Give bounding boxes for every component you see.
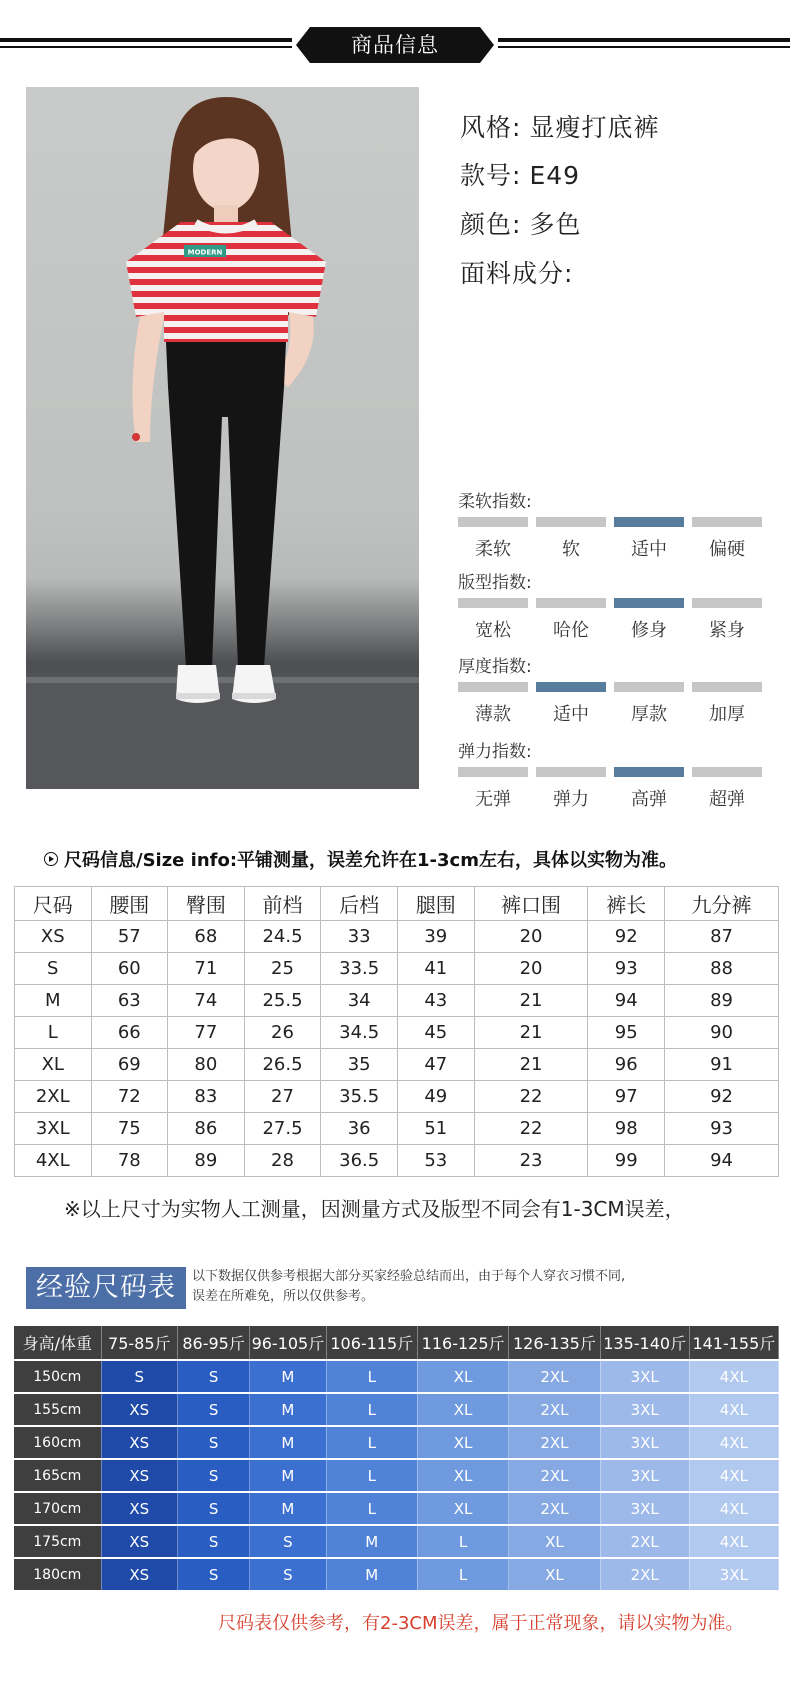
table-row xyxy=(14,1558,779,1591)
recommended-size-cell: M xyxy=(326,1558,417,1591)
recommended-size-cell: 4XL xyxy=(689,1492,778,1525)
experience-note: 尺码表仅供参考，有2-3CM误差，属于正常现象，请以实物为准。 xyxy=(218,1613,744,1634)
index-option: 加厚 xyxy=(709,704,745,725)
size-value-cell: 90 xyxy=(665,1017,779,1049)
index-option: 紧身 xyxy=(709,620,745,641)
size-value-cell: 75 xyxy=(91,1113,168,1145)
size-value-cell: 23 xyxy=(474,1145,588,1177)
height-row-header: 160cm xyxy=(14,1426,101,1459)
recommended-size-cell: 4XL xyxy=(689,1459,778,1492)
recommended-size-cell: 2XL xyxy=(509,1426,600,1459)
recommended-size-cell: 3XL xyxy=(600,1459,689,1492)
recommended-size-cell: XS xyxy=(101,1558,177,1591)
index-bar-selected xyxy=(614,767,684,777)
size-value-cell: 74 xyxy=(168,985,245,1017)
recommended-size-cell: S xyxy=(178,1492,250,1525)
index-bar xyxy=(692,682,762,692)
table-row xyxy=(14,1492,779,1525)
size-value-cell: 35.5 xyxy=(321,1081,398,1113)
size-label-cell: S xyxy=(15,953,92,985)
header-notch-left xyxy=(296,27,310,63)
size-column-header: 裤口围 xyxy=(474,887,588,921)
table-row xyxy=(15,1145,779,1177)
recommended-size-cell: S xyxy=(178,1525,250,1558)
recommended-size-cell: 2XL xyxy=(600,1558,689,1591)
table-row xyxy=(14,1525,779,1558)
recommended-size-cell: M xyxy=(326,1525,417,1558)
index-bar xyxy=(536,598,606,608)
size-value-cell: 22 xyxy=(474,1081,588,1113)
table-row xyxy=(15,1017,779,1049)
size-value-cell: 20 xyxy=(474,921,588,953)
recommended-size-cell: XL xyxy=(417,1393,508,1426)
experience-desc: 以下数据仅供参考根据大部分买家经验总结而出，由于每个人穿衣习惯不同, 误差在所难免，所以仅供参考。 xyxy=(192,1269,626,1304)
table-row xyxy=(15,1081,779,1113)
weight-column-header: 96-105斤 xyxy=(250,1326,326,1360)
recommended-size-cell: 2XL xyxy=(509,1492,600,1525)
size-value-cell: 36.5 xyxy=(321,1145,398,1177)
size-value-cell: 28 xyxy=(244,1145,321,1177)
index-title: 弹力指数: xyxy=(458,742,532,762)
size-value-cell: 25 xyxy=(244,953,321,985)
recommended-size-cell: 2XL xyxy=(509,1459,600,1492)
index-option: 薄款 xyxy=(475,704,511,725)
recommended-size-cell: XL xyxy=(417,1426,508,1459)
recommended-size-cell: 3XL xyxy=(600,1492,689,1525)
size-value-cell: 33 xyxy=(321,921,398,953)
recommended-size-cell: 3XL xyxy=(600,1360,689,1393)
size-value-cell: 22 xyxy=(474,1113,588,1145)
size-value-cell: 27.5 xyxy=(244,1113,321,1145)
size-value-cell: 66 xyxy=(91,1017,168,1049)
weight-column-header: 身高/体重 xyxy=(14,1326,101,1360)
table-row xyxy=(14,1459,779,1492)
index-option: 无弹 xyxy=(475,789,511,810)
recommended-size-cell: M xyxy=(250,1459,326,1492)
recommended-size-cell: 4XL xyxy=(689,1360,778,1393)
recommended-size-cell: S xyxy=(178,1360,250,1393)
play-circle-icon xyxy=(44,852,58,866)
size-label-cell: 4XL xyxy=(15,1145,92,1177)
recommended-size-cell: XS xyxy=(101,1492,177,1525)
index-bar xyxy=(536,517,606,527)
info-color: 颜色: 多色 xyxy=(460,210,582,239)
size-value-cell: 34 xyxy=(321,985,398,1017)
size-table xyxy=(14,886,779,1177)
size-value-cell: 86 xyxy=(168,1113,245,1145)
size-column-header: 九分裤 xyxy=(665,887,779,921)
experience-title: 经验尺码表 xyxy=(26,1267,186,1309)
weight-column-header: 126-135斤 xyxy=(509,1326,600,1360)
index-option: 柔软 xyxy=(475,539,511,560)
recommended-size-cell: 3XL xyxy=(689,1558,778,1591)
table-row xyxy=(15,1113,779,1145)
model-illustration xyxy=(26,87,419,789)
table-row xyxy=(15,953,779,985)
size-value-cell: 33.5 xyxy=(321,953,398,985)
size-value-cell: 34.5 xyxy=(321,1017,398,1049)
size-column-header: 后档 xyxy=(321,887,398,921)
size-value-cell: 21 xyxy=(474,985,588,1017)
recommended-size-cell: S xyxy=(250,1558,326,1591)
info-fabric: 面料成分: xyxy=(460,259,574,288)
size-value-cell: 91 xyxy=(665,1049,779,1081)
recommended-size-cell: XL xyxy=(417,1492,508,1525)
size-info-heading: 尺码信息/Size info:平铺测量，误差允许在1-3cm左右，具体以实物为准。 xyxy=(44,846,677,872)
weight-column-header: 106-115斤 xyxy=(326,1326,417,1360)
recommended-size-cell: S xyxy=(250,1525,326,1558)
size-label-cell: L xyxy=(15,1017,92,1049)
size-value-cell: 72 xyxy=(91,1081,168,1113)
size-value-cell: 21 xyxy=(474,1049,588,1081)
recommended-size-cell: XS xyxy=(101,1426,177,1459)
table-row xyxy=(15,985,779,1017)
size-value-cell: 20 xyxy=(474,953,588,985)
index-title: 厚度指数: xyxy=(458,657,532,677)
recommended-size-cell: XS xyxy=(101,1393,177,1426)
size-label-cell: 3XL xyxy=(15,1113,92,1145)
recommended-size-cell: 4XL xyxy=(689,1426,778,1459)
recommended-size-cell: 4XL xyxy=(689,1393,778,1426)
recommended-size-cell: S xyxy=(178,1393,250,1426)
size-value-cell: 36 xyxy=(321,1113,398,1145)
table-row xyxy=(14,1426,779,1459)
index-bar xyxy=(692,767,762,777)
size-table-header xyxy=(15,887,779,921)
size-value-cell: 89 xyxy=(665,985,779,1017)
size-value-cell: 26.5 xyxy=(244,1049,321,1081)
recommended-size-cell: M xyxy=(250,1360,326,1393)
height-row-header: 165cm xyxy=(14,1459,101,1492)
height-row-header: 170cm xyxy=(14,1492,101,1525)
recommended-size-cell: M xyxy=(250,1426,326,1459)
recommended-size-cell: M xyxy=(250,1393,326,1426)
weight-column-header: 86-95斤 xyxy=(178,1326,250,1360)
recommended-size-cell: 3XL xyxy=(600,1393,689,1426)
index-option: 厚款 xyxy=(631,704,667,725)
height-row-header: 155cm xyxy=(14,1393,101,1426)
index-option: 偏硬 xyxy=(709,539,745,560)
size-value-cell: 96 xyxy=(588,1049,665,1081)
size-value-cell: 99 xyxy=(588,1145,665,1177)
recommended-size-cell: XL xyxy=(509,1525,600,1558)
recommended-size-cell: 2XL xyxy=(600,1525,689,1558)
size-value-cell: 94 xyxy=(665,1145,779,1177)
recommended-size-cell: S xyxy=(178,1459,250,1492)
index-option: 宽松 xyxy=(475,620,511,641)
index-option: 弹力 xyxy=(553,789,589,810)
table-row xyxy=(14,1360,779,1393)
size-value-cell: 68 xyxy=(168,921,245,953)
height-row-header: 175cm xyxy=(14,1525,101,1558)
size-value-cell: 71 xyxy=(168,953,245,985)
size-value-cell: 98 xyxy=(588,1113,665,1145)
size-value-cell: 69 xyxy=(91,1049,168,1081)
size-value-cell: 83 xyxy=(168,1081,245,1113)
index-bar xyxy=(692,517,762,527)
size-value-cell: 78 xyxy=(91,1145,168,1177)
index-bar xyxy=(458,517,528,527)
size-value-cell: 35 xyxy=(321,1049,398,1081)
section-title: 商品信息 xyxy=(310,27,480,63)
height-row-header: 150cm xyxy=(14,1360,101,1393)
index-option: 超弹 xyxy=(709,789,745,810)
size-column-header: 腰围 xyxy=(91,887,168,921)
size-label-cell: 2XL xyxy=(15,1081,92,1113)
recommended-size-cell: XL xyxy=(509,1558,600,1591)
size-value-cell: 80 xyxy=(168,1049,245,1081)
size-value-cell: 25.5 xyxy=(244,985,321,1017)
index-option: 软 xyxy=(562,539,580,560)
experience-table-header xyxy=(14,1326,779,1360)
header-notch-right xyxy=(480,27,494,63)
size-value-cell: 87 xyxy=(665,921,779,953)
size-value-cell: 57 xyxy=(91,921,168,953)
recommended-size-cell: L xyxy=(326,1492,417,1525)
recommended-size-cell: L xyxy=(417,1558,508,1591)
info-style: 风格: 显瘦打底裤 xyxy=(460,113,660,142)
weight-column-header: 75-85斤 xyxy=(101,1326,177,1360)
size-column-header: 臀围 xyxy=(168,887,245,921)
index-title: 柔软指数: xyxy=(458,492,532,512)
index-option: 适中 xyxy=(631,539,667,560)
size-value-cell: 47 xyxy=(398,1049,475,1081)
size-label-cell: XS xyxy=(15,921,92,953)
index-option: 适中 xyxy=(553,704,589,725)
info-model-no: 款号: E49 xyxy=(460,161,581,190)
size-value-cell: 27 xyxy=(244,1081,321,1113)
table-row xyxy=(15,921,779,953)
size-value-cell: 21 xyxy=(474,1017,588,1049)
size-note: ※以上尺寸为实物人工测量，因测量方式及版型不同会有1-3CM误差， xyxy=(64,1197,685,1221)
recommended-size-cell: 3XL xyxy=(600,1426,689,1459)
index-bar-selected xyxy=(614,598,684,608)
weight-column-header: 135-140斤 xyxy=(600,1326,689,1360)
index-option: 哈伦 xyxy=(553,620,589,641)
size-value-cell: 77 xyxy=(168,1017,245,1049)
size-value-cell: 43 xyxy=(398,985,475,1017)
index-bar xyxy=(458,767,528,777)
shirt-label-text: MODERN xyxy=(187,248,223,257)
recommended-size-cell: L xyxy=(326,1360,417,1393)
size-value-cell: 60 xyxy=(91,953,168,985)
recommended-size-cell: XL xyxy=(417,1459,508,1492)
size-value-cell: 45 xyxy=(398,1017,475,1049)
recommended-size-cell: XS xyxy=(101,1525,177,1558)
recommended-size-cell: XS xyxy=(101,1459,177,1492)
size-value-cell: 41 xyxy=(398,953,475,985)
table-row xyxy=(15,1049,779,1081)
recommended-size-cell: L xyxy=(326,1459,417,1492)
size-column-header: 前档 xyxy=(244,887,321,921)
size-value-cell: 51 xyxy=(398,1113,475,1145)
size-label-cell: M xyxy=(15,985,92,1017)
recommended-size-cell: M xyxy=(250,1492,326,1525)
weight-column-header: 116-125斤 xyxy=(417,1326,508,1360)
size-value-cell: 49 xyxy=(398,1081,475,1113)
recommended-size-cell: S xyxy=(101,1360,177,1393)
recommended-size-cell: 4XL xyxy=(689,1525,778,1558)
size-value-cell: 92 xyxy=(588,921,665,953)
size-column-header: 裤长 xyxy=(588,887,665,921)
size-value-cell: 24.5 xyxy=(244,921,321,953)
index-bar-selected xyxy=(536,682,606,692)
recommended-size-cell: 2XL xyxy=(509,1360,600,1393)
recommended-size-cell: S xyxy=(178,1426,250,1459)
recommended-size-cell: S xyxy=(178,1558,250,1591)
size-value-cell: 92 xyxy=(665,1081,779,1113)
size-value-cell: 39 xyxy=(398,921,475,953)
weight-column-header: 141-155斤 xyxy=(689,1326,778,1360)
size-value-cell: 95 xyxy=(588,1017,665,1049)
size-column-header: 腿围 xyxy=(398,887,475,921)
index-bar xyxy=(614,682,684,692)
size-value-cell: 26 xyxy=(244,1017,321,1049)
recommended-size-cell: L xyxy=(326,1426,417,1459)
size-value-cell: 93 xyxy=(665,1113,779,1145)
recommended-size-cell: XL xyxy=(417,1360,508,1393)
product-photo xyxy=(26,87,419,789)
size-value-cell: 93 xyxy=(588,953,665,985)
size-value-cell: 94 xyxy=(588,985,665,1017)
index-bar xyxy=(458,598,528,608)
size-value-cell: 97 xyxy=(588,1081,665,1113)
size-label-cell: XL xyxy=(15,1049,92,1081)
table-row xyxy=(14,1393,779,1426)
size-value-cell: 88 xyxy=(665,953,779,985)
index-bar xyxy=(458,682,528,692)
index-option: 修身 xyxy=(631,620,667,641)
index-bar xyxy=(692,598,762,608)
recommended-size-cell: L xyxy=(417,1525,508,1558)
index-title: 版型指数: xyxy=(458,573,532,593)
height-row-header: 180cm xyxy=(14,1558,101,1591)
experience-table xyxy=(14,1326,779,1592)
size-value-cell: 63 xyxy=(91,985,168,1017)
size-value-cell: 53 xyxy=(398,1145,475,1177)
index-bar-selected xyxy=(614,517,684,527)
recommended-size-cell: 2XL xyxy=(509,1393,600,1426)
index-bar xyxy=(536,767,606,777)
index-option: 高弹 xyxy=(631,789,667,810)
recommended-size-cell: L xyxy=(326,1393,417,1426)
size-value-cell: 89 xyxy=(168,1145,245,1177)
size-column-header: 尺码 xyxy=(15,887,92,921)
